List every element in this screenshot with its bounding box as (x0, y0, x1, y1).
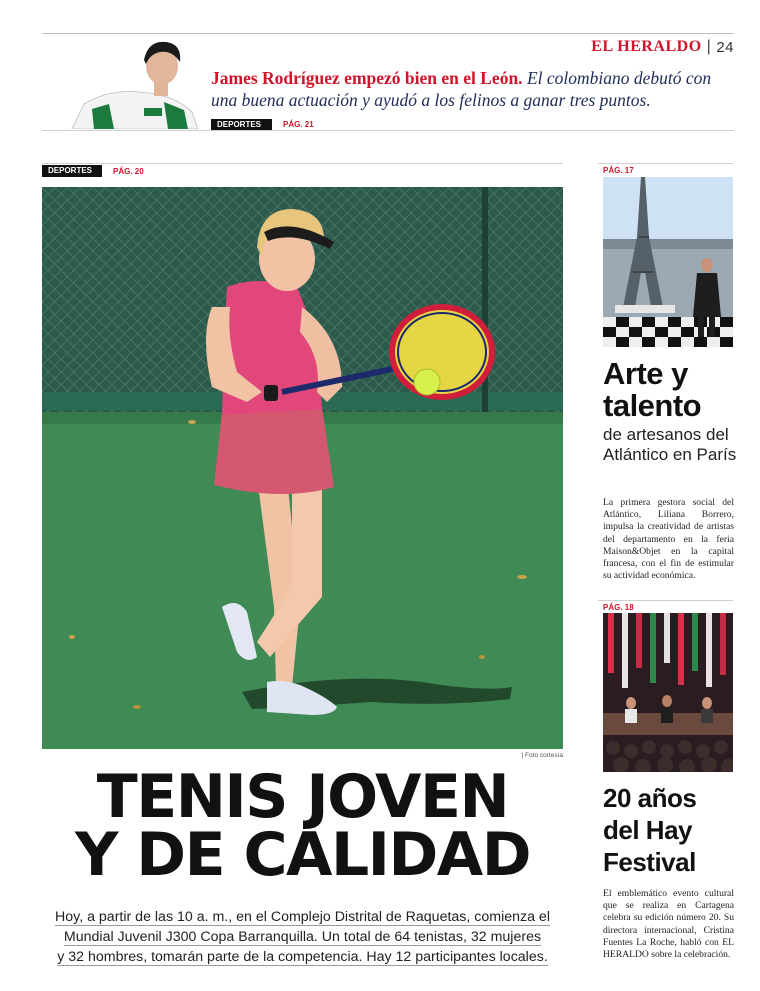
main-summary (44, 907, 561, 967)
sidebar-rule-2 (598, 600, 733, 601)
masthead (591, 38, 734, 56)
summary-line-2: Mundial Juvenil J300 Copa Barranquilla. Un total de 64 tenistas, 32 mujeres (63, 929, 542, 945)
main-section-tag: DEPORTES (42, 165, 102, 177)
teaser-player-photo[interactable] (64, 34, 204, 129)
page-number: 24 (716, 38, 734, 56)
sidebar-story1-body: La primera gestora social del Atlántico, Liliana Borrero, impulsa la creatividad de artistas del departamento en la feria Maison&Objet en la capital francesa, con el fin de estimular su actividad económica. (603, 497, 734, 582)
teaser-bottom-rule (42, 130, 734, 131)
photo-credit: | Foto cortesía (521, 752, 563, 759)
headline-line-1: TENIS JOVEN (96, 762, 509, 832)
sidebar-story2-body: El emblemático evento cultural que se realiza en Cartagena celebra su edición número 20. Su directora internacional, Cristina Fuentes La Roche, habló con EL HERALDO sobre la celebración. (603, 888, 734, 961)
headline-line-2: Y DE CALIDAD (74, 820, 531, 890)
tennis-player-photo[interactable] (42, 187, 563, 749)
teaser-section-tag: DEPORTES (211, 119, 272, 131)
sidebar-story1-subtitle: de artesanos del Atlántico en París (603, 425, 737, 464)
summary-line-1: Hoy, a partir de las 10 a. m., en el Complejo Distrital de Raquetas, comienza el (55, 909, 550, 925)
sidebar-story2-page-ref[interactable]: PÁG. 18 (603, 603, 634, 612)
teaser-lead: James Rodríguez empezó bien en el León. (211, 68, 523, 88)
eiffel-tower-photo[interactable] (603, 177, 733, 347)
sidebar-story2-title[interactable]: 20 años del Hay Festival (603, 783, 697, 877)
main-top-rule (42, 163, 563, 164)
sidebar-story1-page-ref[interactable]: PÁG. 17 (603, 166, 634, 175)
brand-separator: | (706, 38, 712, 55)
teaser-body: El colombiano debutó con una buena actuación y ayudó a los felinos a ganar tres puntos. (211, 68, 712, 110)
summary-line-3: y 32 hombres, tomarán parte de la competencia. Hay 12 participantes locales. (57, 949, 548, 965)
sidebar-story1-title[interactable]: Arte y talento (603, 356, 702, 423)
main-headline[interactable] (42, 762, 563, 890)
main-tags (42, 165, 144, 177)
main-page-ref[interactable]: PÁG. 20 (113, 166, 144, 176)
teaser-page-ref[interactable]: PÁG. 21 (283, 120, 314, 129)
brand-name: EL HERALDO (591, 38, 702, 55)
sidebar-rule-1 (598, 163, 733, 164)
teaser-text[interactable] (211, 67, 741, 111)
hay-festival-photo[interactable] (603, 613, 733, 772)
